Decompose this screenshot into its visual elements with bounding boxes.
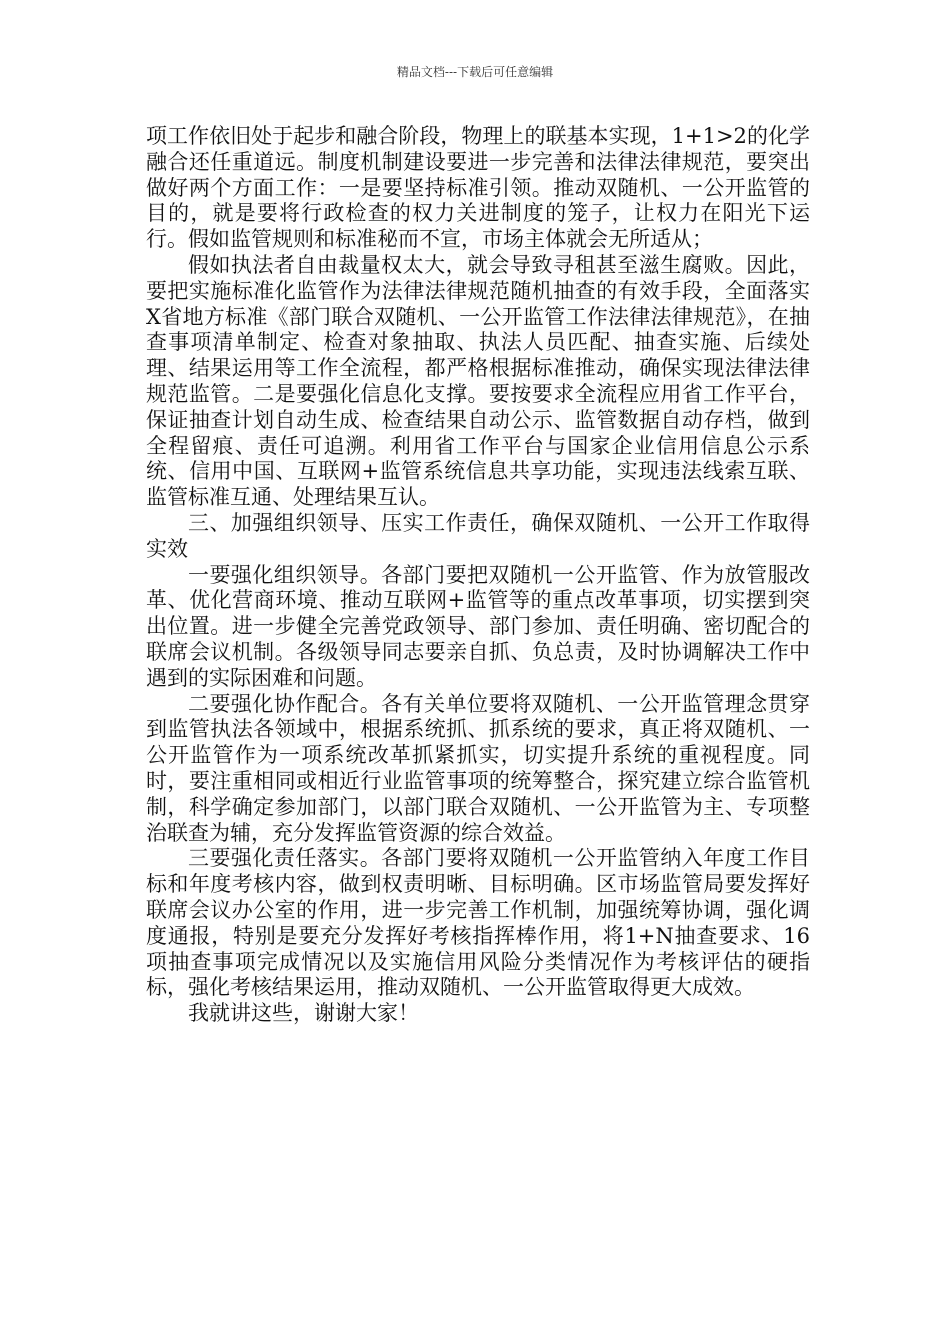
document-body (146, 124, 810, 1027)
section-heading-3: 三、加强组织领导、压实工作责任，确保双随机、一公开工作取得实效 (146, 510, 810, 561)
paragraph-cooperation: 二要强化协作配合。各有关单位要将双随机、一公开监管理念贯穿到监管执法各领域中，根据系统抓、抓系统的要求，真正将双随机、一公开监管作为一项系统改革抓紧抓实，切实提升系统的重视程度。同时，要注重相同或相近行业监管事项的统筹整合，探究建立综合监管机制，科学确定参加部门，以部门联合双随机、一公开监管为主、专项整治联查为辅，充分发挥监管资源的综合效益。 (146, 691, 810, 845)
closing-remark: 我就讲这些，谢谢大家！ (188, 1001, 419, 1026)
paragraph-2: 假如执法者自由裁量权太大，就会导致寻租甚至滋生腐败。因此，要把实施标准化监管作为法律法律规范随机抽查的有效手段，全面落实X省地方标准《部门联合双随机、一公开监管工作法律法律规范》，在抽查事项清单制定、检查对象抽取、执法人员匹配、抽查实施、后续处理、结果运用等工作全流程，都严格根据标准推动，确保实现法律法律规范监管。二是要强化信息化支撑。要按要求全流程应用省工作平台，保证抽查计划自动生成、检查结果自动公示、监管数据自动存档，做到全程留痕、责任可追溯。利用省工作平台与国家企业信用信息公示系统、信用中国、互联网+监管系统信息共享功能，实现违法线索互联、监管标准互通、处理结果互认。 (146, 252, 810, 510)
paragraph-1: 项工作依旧处于起步和融合阶段，物理上的联基本实现，1+1>2的化学融合还任重道远。制度机制建设要进一步完善和法律法律规范，要突出做好两个方面工作：一是要坚持标准引领。推动双随机、一公开监管的目的，就是要将行政检查的权力关进制度的笼子，让权力在阳光下运行。假如监管规则和标准秘而不宣，市场主体就会无所适从； (146, 124, 810, 252)
paragraph-organization: 一要强化组织领导。各部门要把双随机一公开监管、作为放管服改革、优化营商环境、推动互联网+监管等的重点改革事项，切实摆到突出位置。进一步健全完善党政领导、部门参加、责任明确、密切配合的联席会议机制。各级领导同志要亲自抓、负总责，及时协调解决工作中遇到的实际困难和问题。 (146, 562, 810, 690)
paragraph-responsibility: 三要强化责任落实。各部门要将双随机一公开监管纳入年度工作目标和年度考核内容，做到权责明晰、目标明确。区市场监管局要发挥好联席会议办公室的作用，进一步完善工作机制，加强统筹协调，强化调度通报，特别是要充分发挥好考核指挥棒作用，将1+N抽查要求、16项抽查事项完成情况以及实施信用风险分类情况作为考核评估的硬指标，强化考核结果运用，推动双随机、一公开监管取得更大成效。 (146, 846, 810, 1000)
page-header: 精品文档---下载后可任意编辑 (396, 65, 554, 79)
